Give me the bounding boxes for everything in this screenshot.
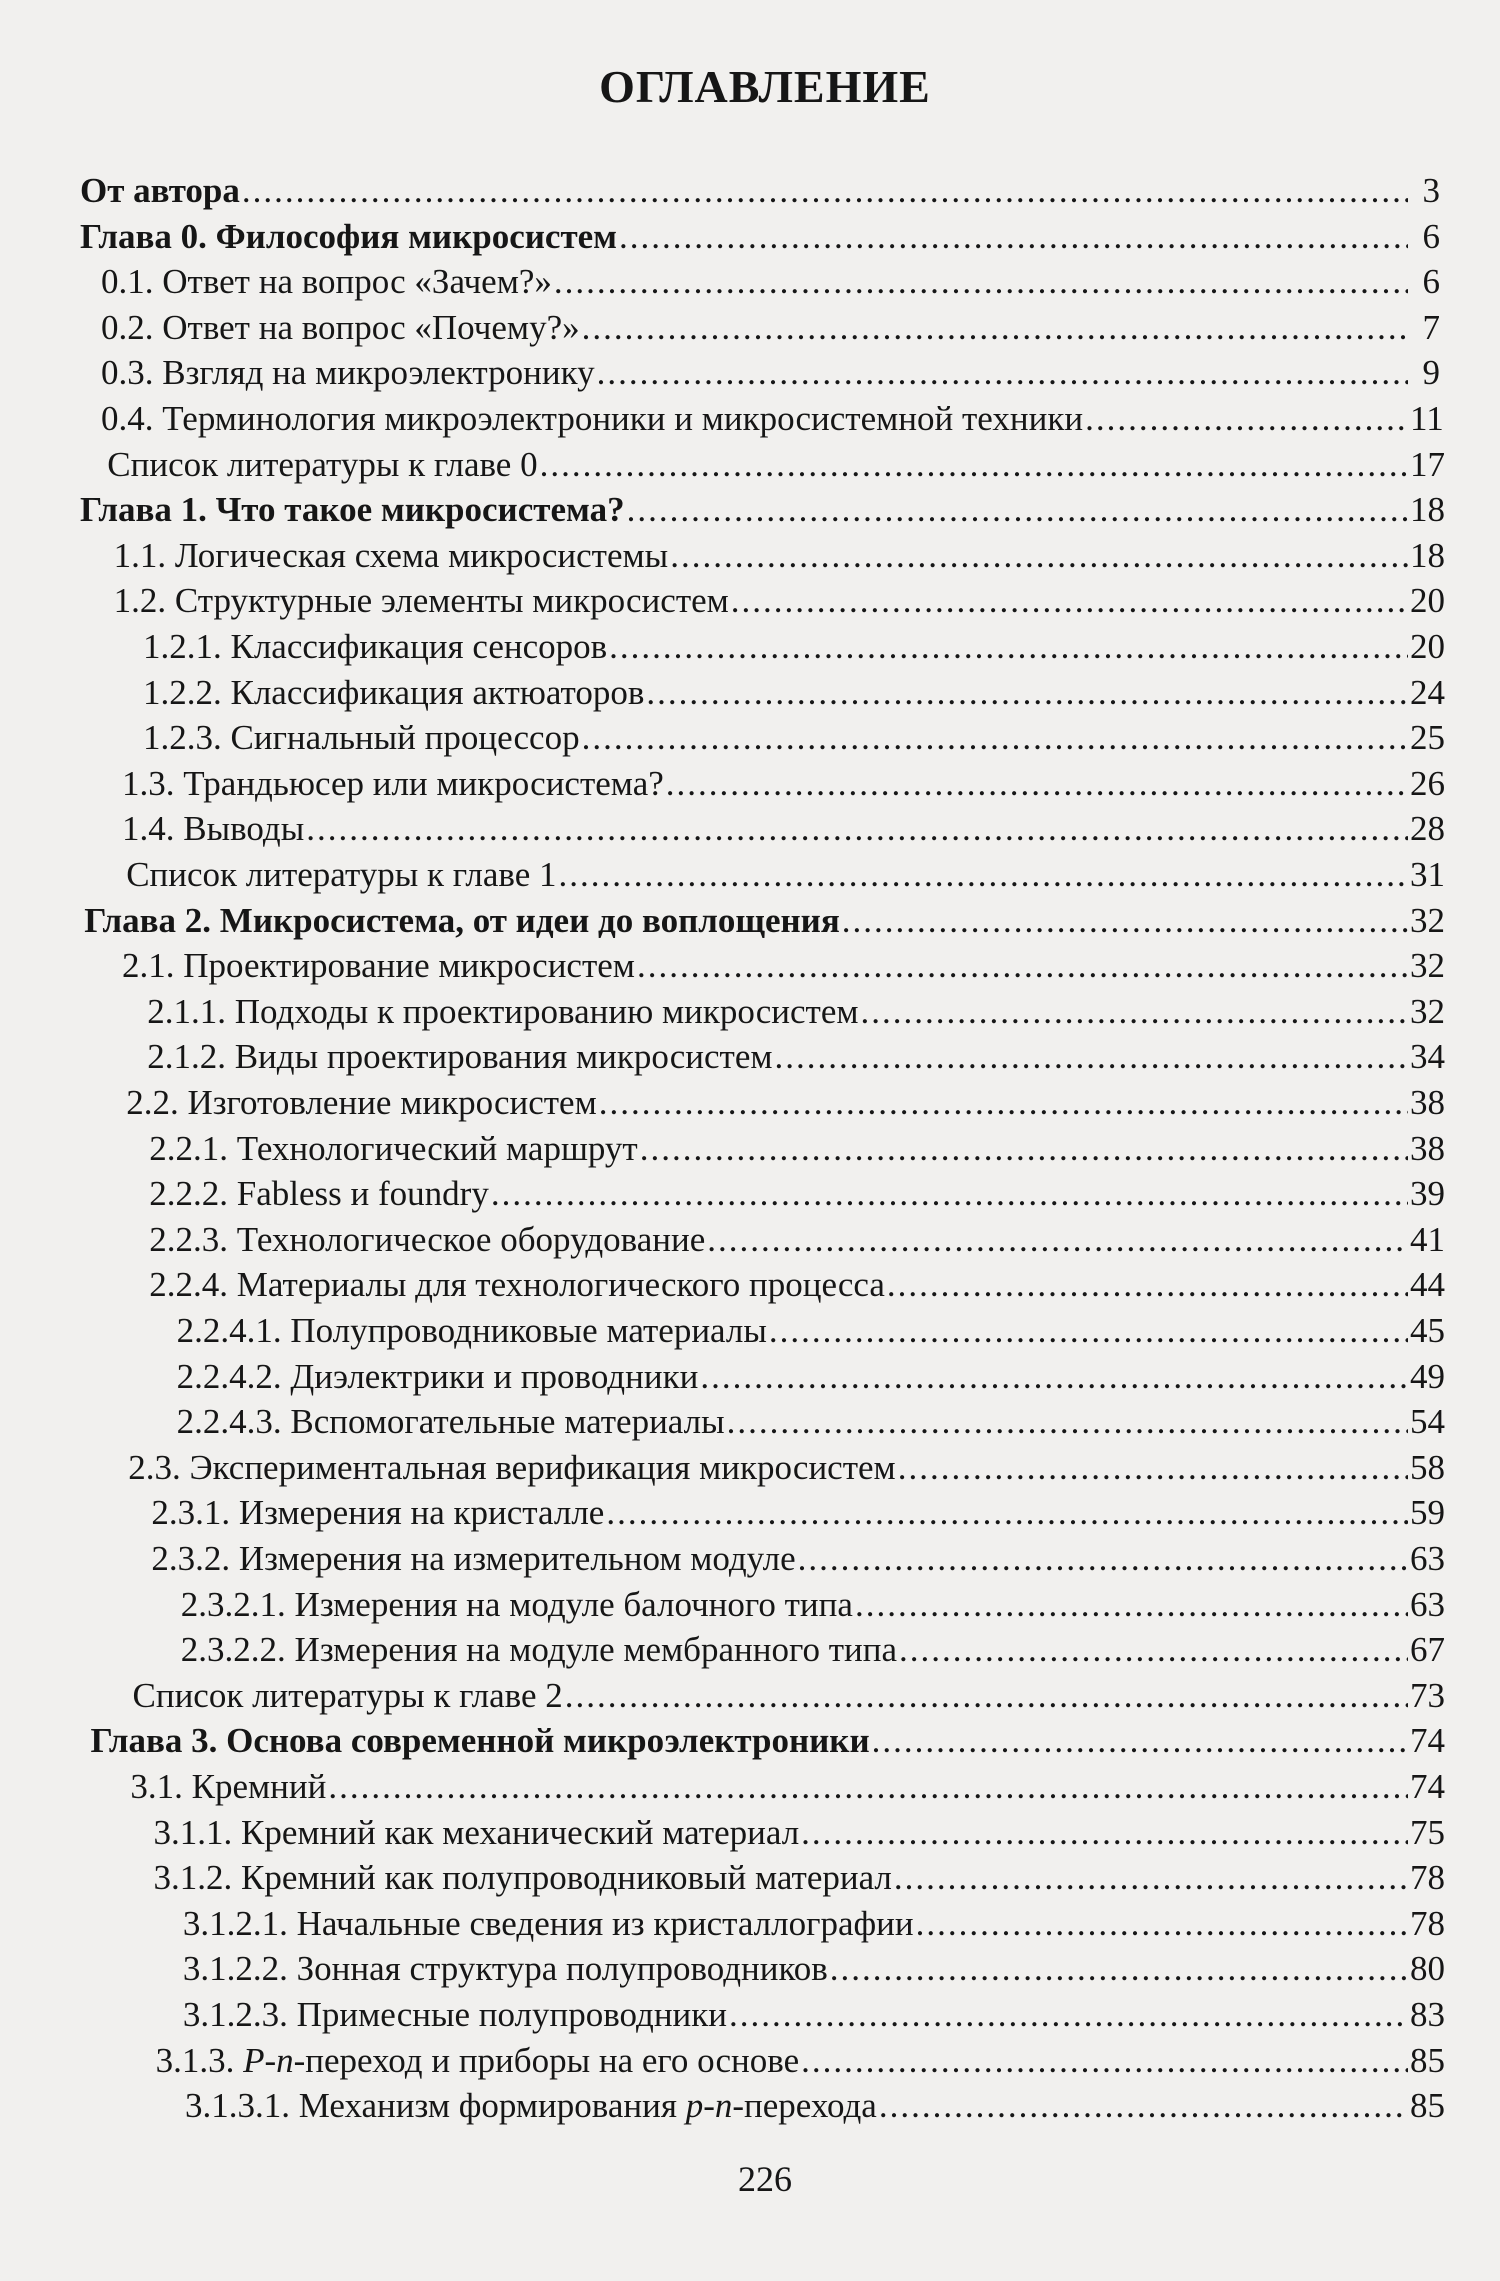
- toc-entry-label: 1.2.2. Классификация актюаторов: [143, 672, 645, 712]
- toc-entry: [180, 1627, 1445, 1673]
- toc-entry-label: 3.1.2.1. Начальные сведения из кристаллографии: [182, 1903, 914, 1943]
- toc-leader-dots: [328, 1764, 1408, 1810]
- toc-entry: [101, 259, 1440, 305]
- toc-leader-dots: [887, 1262, 1408, 1308]
- toc-entry-page: 73: [1410, 1675, 1445, 1715]
- toc-entry-label: Список литературы к главе 1: [126, 855, 557, 894]
- toc-entry-page: 80: [1410, 1949, 1445, 1989]
- toc-entry-page: 26: [1410, 763, 1445, 803]
- toc-leader-dots: [872, 1718, 1408, 1764]
- toc-entry: [180, 1582, 1445, 1628]
- toc-entry: [107, 442, 1445, 488]
- toc-entry: [126, 1080, 1445, 1126]
- toc-entry: [80, 168, 1440, 214]
- toc-entry-page: 6: [1422, 262, 1440, 302]
- toc-leader-dots: [619, 214, 1408, 260]
- toc-entry-label: 2.2.4.2. Диэлектрики и проводники: [176, 1356, 699, 1396]
- toc-leader-dots: [554, 259, 1408, 305]
- toc-entry-label: 2.1. Проектирование микросистем: [122, 946, 635, 986]
- toc-entry-label: Глава 0. Философия микросистем: [80, 216, 618, 256]
- toc-entry-label: 1.2. Структурные элементы микросистем: [113, 581, 729, 621]
- toc-entry: [101, 305, 1440, 351]
- toc-entry-label: 2.3. Экспериментальная верификация микросистем: [128, 1447, 896, 1487]
- toc-entry-page: 20: [1410, 627, 1445, 666]
- toc-entry-page: 11: [1410, 399, 1444, 438]
- toc-entry: [130, 1764, 1445, 1810]
- toc-entry-label: 2.2. Изготовление микросистем: [126, 1083, 597, 1122]
- toc-entry-label: 2.3.2. Измерения на измерительном модуле: [151, 1539, 796, 1578]
- toc-entry: [132, 1673, 1445, 1719]
- toc-leader-dots: [666, 761, 1408, 807]
- toc-leader-dots: [729, 1992, 1408, 2038]
- toc-leader-dots: [727, 1399, 1408, 1445]
- toc-entry-label: 3.1.3. Р-n-переход и приборы на его основе: [155, 2040, 800, 2080]
- toc-entry: [143, 670, 1445, 716]
- toc-leader-dots: [491, 1171, 1408, 1217]
- toc-entry: [147, 989, 1445, 1035]
- toc-entry-page: 32: [1410, 900, 1445, 940]
- toc-leader-dots: [830, 1946, 1408, 1992]
- toc-entry: [122, 761, 1445, 807]
- toc-entry: [151, 1490, 1445, 1536]
- toc-entry: [101, 396, 1444, 442]
- toc-entry-page: 31: [1410, 855, 1445, 894]
- toc-entry-label: 1.2.1. Классификация сенсоров: [143, 627, 608, 666]
- toc-entry: [182, 1901, 1445, 1947]
- toc-entry: [151, 1536, 1445, 1582]
- toc-leader-dots: [640, 1126, 1408, 1172]
- toc-leader-dots: [1085, 396, 1408, 442]
- page-title: ОГЛАВЛЕНИЕ: [599, 61, 931, 112]
- toc-entry: [84, 898, 1445, 944]
- toc-entry-page: 6: [1422, 216, 1440, 256]
- toc-entry-label: 2.3.2.2. Измерения на модуле мембранного типа: [180, 1630, 898, 1670]
- toc-leader-dots: [599, 1080, 1408, 1126]
- toc-leader-dots: [565, 1673, 1408, 1719]
- toc-leader-dots: [801, 2038, 1408, 2084]
- toc-entry-label: 3.1.2. Кремний как полупроводниковый материал: [153, 1858, 892, 1898]
- toc-entry-label: 3.1.3.1. Механизм формирования р-n-перехода: [185, 2086, 877, 2126]
- toc-entry-label: Глава 3. Основа современной микроэлектроники: [90, 1721, 870, 1761]
- toc-entry-page: 78: [1410, 1858, 1445, 1898]
- toc-entry-page: 58: [1410, 1447, 1445, 1487]
- toc-entry: [176, 1399, 1445, 1445]
- toc-entry-label: От автора: [80, 171, 240, 210]
- toc-entry-label: 2.2.3. Технологическое оборудование: [149, 1219, 706, 1259]
- toc-entry-label: 0.3. Взгляд на микроэлектронику: [101, 353, 595, 393]
- toc-leader-dots: [899, 1627, 1408, 1673]
- toc-entry-label: 2.2.1. Технологический маршрут: [149, 1128, 638, 1168]
- toc-entry: [147, 1034, 1445, 1080]
- toc-entry: [113, 533, 1445, 579]
- toc-entry-page: 45: [1410, 1311, 1445, 1350]
- toc-entry: [101, 350, 1440, 396]
- toc-leader-dots: [798, 1536, 1408, 1582]
- toc-entry-page: 24: [1410, 672, 1445, 712]
- toc-entry-page: 44: [1410, 1265, 1445, 1305]
- toc-entry: [176, 1354, 1445, 1400]
- toc-leader-dots: [597, 350, 1408, 396]
- toc-entry-label: 2.3.2.1. Измерения на модуле балочного типа: [180, 1584, 853, 1624]
- toc-entry: [90, 1718, 1445, 1764]
- toc-leader-dots: [606, 1490, 1408, 1536]
- toc-entry-label: 0.1. Ответ на вопрос «Зачем?»: [101, 262, 552, 302]
- toc-entry-page: 74: [1410, 1767, 1445, 1806]
- toc-entry: [122, 806, 1445, 852]
- toc-entry: [182, 1992, 1445, 2038]
- toc-entry-page: 75: [1410, 1812, 1445, 1852]
- toc-entry-label: 3.1. Кремний: [130, 1767, 327, 1806]
- toc-entry-label: 0.2. Ответ на вопрос «Почему?»: [101, 307, 580, 347]
- toc-leader-dots: [558, 852, 1408, 898]
- toc-entry-page: 63: [1410, 1584, 1445, 1624]
- toc-leader-dots: [700, 1354, 1408, 1400]
- toc-entry: [128, 1445, 1445, 1491]
- toc-entry-label: Список литературы к главе 2: [132, 1675, 563, 1715]
- toc-leader-dots: [769, 1308, 1408, 1354]
- toc-entry: [153, 1855, 1445, 1901]
- toc-leader-dots: [894, 1855, 1408, 1901]
- toc-entry-label: Глава 1. Что такое микросистема?: [80, 490, 625, 530]
- toc-entry: [153, 1810, 1445, 1856]
- toc-entry-page: 25: [1410, 718, 1445, 758]
- toc-entry-page: 20: [1410, 581, 1445, 621]
- toc-entry-page: 38: [1410, 1083, 1445, 1122]
- toc-leader-dots: [731, 578, 1408, 624]
- toc-leader-dots: [627, 487, 1408, 533]
- toc-entry-page: 18: [1410, 535, 1445, 575]
- toc-entry: [182, 1946, 1445, 1992]
- toc-leader-dots: [670, 533, 1408, 579]
- toc-entry-page: 38: [1410, 1128, 1445, 1168]
- toc-leader-dots: [609, 624, 1408, 670]
- toc-entry: [143, 624, 1445, 670]
- toc-entry-page: 49: [1410, 1356, 1445, 1396]
- toc-leader-dots: [916, 1901, 1408, 1947]
- toc-entry: [185, 2083, 1445, 2129]
- toc-entry-label: Список литературы к главе 0: [107, 444, 538, 484]
- toc-entry-page: 85: [1410, 2086, 1445, 2126]
- toc-leader-dots: [582, 305, 1408, 351]
- toc-entry-label: 0.4. Терминология микроэлектроники и микросистемной техники: [101, 399, 1084, 438]
- toc-entry: [149, 1126, 1445, 1172]
- toc-leader-dots: [242, 168, 1408, 214]
- toc-entry-page: 54: [1410, 1402, 1445, 1442]
- toc-entry-page: 39: [1410, 1174, 1445, 1214]
- toc-leader-dots: [707, 1217, 1408, 1263]
- toc-entry-page: 63: [1410, 1539, 1445, 1578]
- toc-leader-dots: [855, 1582, 1408, 1628]
- toc-leader-dots: [637, 943, 1408, 989]
- toc-entry-page: 59: [1410, 1493, 1445, 1533]
- toc-entry: [149, 1217, 1445, 1263]
- toc-entry-page: 32: [1410, 946, 1445, 986]
- toc-entry-label: 2.1.1. Подходы к проектированию микросистем: [147, 991, 859, 1031]
- toc-entry-label: Глава 2. Микросистема, от идеи до воплощения: [84, 900, 840, 940]
- toc-entry-label: 1.4. Выводы: [122, 809, 305, 849]
- toc-entry-page: 9: [1422, 353, 1440, 393]
- toc-leader-dots: [879, 2083, 1408, 2129]
- toc-leader-dots: [842, 898, 1408, 944]
- toc-entry-label: 2.2.2. Fabless и foundry: [149, 1174, 489, 1214]
- toc-entry-page: 3: [1422, 171, 1440, 210]
- toc-entry-page: 67: [1410, 1630, 1445, 1670]
- toc-entry-label: 2.2.4.3. Вспомогательные материалы: [176, 1402, 725, 1442]
- toc-entry-label: 2.2.4. Материалы для технологического процесса: [149, 1265, 885, 1305]
- toc-entry: [155, 2038, 1445, 2084]
- toc-entry: [80, 487, 1445, 533]
- toc-entry: [126, 852, 1445, 898]
- toc-entry-label: 3.1.2.2. Зонная структура полупроводников: [182, 1949, 828, 1989]
- toc-entry-label: 3.1.2.3. Примесные полупроводники: [182, 1995, 728, 2034]
- toc-entry: [113, 578, 1445, 624]
- toc-entry: [143, 715, 1445, 761]
- toc-entry-page: 85: [1410, 2040, 1445, 2080]
- toc-entry-page: 28: [1410, 809, 1445, 849]
- toc-entry-label: 2.3.1. Измерения на кристалле: [151, 1493, 605, 1533]
- toc-entry-label: 1.1. Логическая схема микросистемы: [113, 535, 669, 575]
- toc-entry: [149, 1171, 1445, 1217]
- toc-leader-dots: [898, 1445, 1408, 1491]
- toc-leader-dots: [582, 715, 1408, 761]
- toc-entry-label: 3.1.1. Кремний как механический материал: [153, 1812, 800, 1852]
- toc-entry: [176, 1308, 1445, 1354]
- toc-entry-label: 1.3. Трандьюсер или микросистема?: [122, 763, 664, 803]
- toc-leader-dots: [540, 442, 1408, 488]
- toc-entry-label: 1.2.3. Сигнальный процессор: [143, 718, 580, 758]
- toc-entry-page: 41: [1410, 1219, 1445, 1259]
- toc-leader-dots: [861, 989, 1408, 1035]
- toc-entry: [149, 1262, 1445, 1308]
- toc-entry-page: 74: [1410, 1721, 1445, 1761]
- page-number: 226: [738, 2159, 792, 2199]
- toc-entry-page: 83: [1410, 1995, 1445, 2034]
- toc-leader-dots: [801, 1810, 1408, 1856]
- toc-leader-dots: [646, 670, 1408, 716]
- toc-entry-label: 2.1.2. Виды проектирования микросистем: [147, 1037, 773, 1077]
- toc-entry-label: 2.2.4.1. Полупроводниковые материалы: [176, 1311, 767, 1350]
- toc-entry-page: 7: [1422, 307, 1440, 347]
- toc-entry-page: 17: [1410, 444, 1445, 484]
- toc-leader-dots: [775, 1034, 1408, 1080]
- toc-entry-page: 78: [1410, 1903, 1445, 1943]
- toc-entry-page: 32: [1410, 991, 1445, 1031]
- toc-entry: [80, 214, 1440, 260]
- toc-entry-page: 18: [1410, 490, 1445, 530]
- toc-leader-dots: [306, 806, 1408, 852]
- toc-entry: [122, 943, 1445, 989]
- toc-entry-page: 34: [1410, 1037, 1445, 1077]
